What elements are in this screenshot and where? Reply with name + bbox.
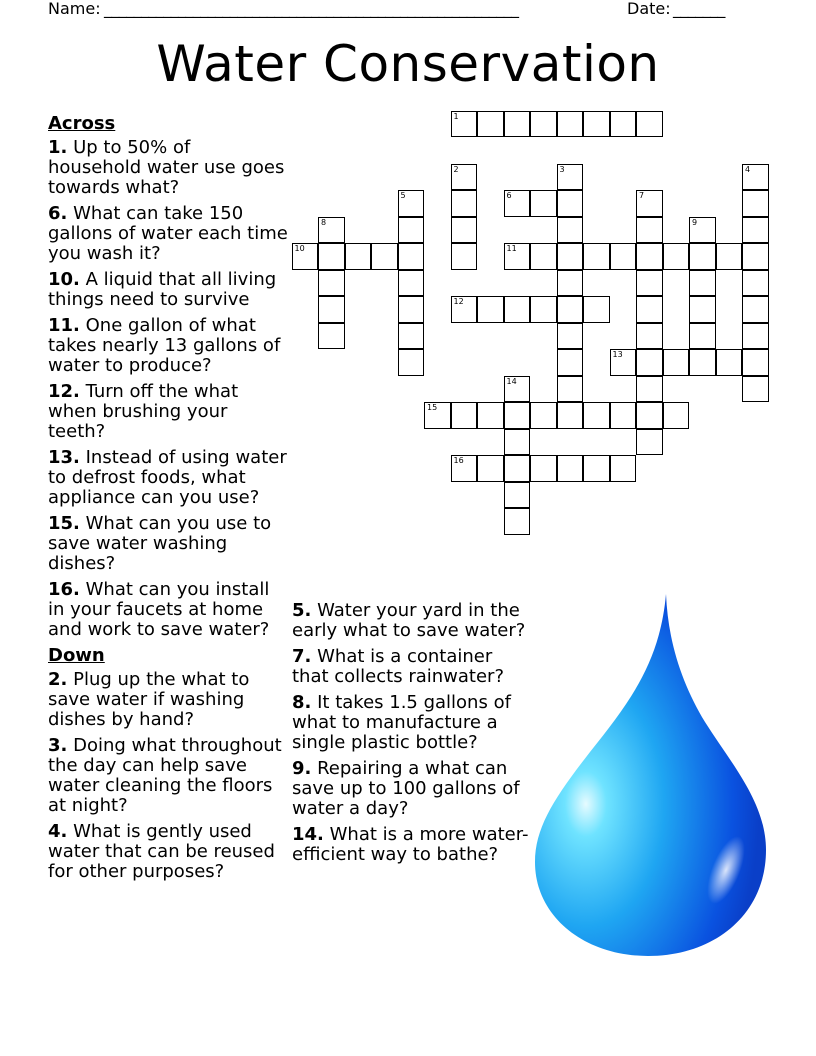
grid-cell[interactable] (530, 190, 557, 217)
clue-item (48, 514, 288, 574)
water-drop-icon (530, 592, 770, 958)
grid-cell[interactable] (583, 111, 610, 138)
grid-cell[interactable] (504, 376, 531, 403)
grid-cell[interactable] (477, 402, 504, 429)
clue-text: It takes 1.5 gallons of what to manufacture a single plastic bottle? (292, 692, 511, 753)
grid-number: 3 (559, 164, 565, 174)
down-heading: Down (48, 645, 105, 666)
grid-number: 10 (294, 244, 305, 253)
grid-cell[interactable] (345, 243, 372, 270)
clue-text: Plug up the what to save water if washing dishes by hand? (48, 669, 250, 730)
grid-cell[interactable] (583, 455, 610, 482)
grid-cell[interactable] (742, 349, 769, 376)
grid-number: 14 (506, 376, 517, 386)
clue-text: What can take 150 gallons of water each time you wash it? (48, 203, 288, 264)
grid-cell[interactable] (530, 243, 557, 270)
grid-cell[interactable] (451, 455, 478, 482)
grid-cell[interactable] (557, 190, 584, 217)
grid-cell[interactable] (636, 323, 663, 350)
grid-cell[interactable] (477, 111, 504, 138)
grid-cell[interactable] (557, 455, 584, 482)
grid-number: 16 (453, 456, 464, 465)
clue-item (48, 670, 288, 730)
grid-cell[interactable] (636, 217, 663, 244)
grid-cell[interactable] (610, 455, 637, 482)
grid-cell[interactable] (742, 270, 769, 297)
grid-cell[interactable] (716, 243, 743, 270)
grid-number: 11 (506, 244, 517, 253)
grid-cell[interactable] (504, 508, 531, 535)
grid-cell[interactable] (583, 402, 610, 429)
grid-cell[interactable] (318, 243, 345, 270)
grid-cell[interactable] (451, 111, 478, 138)
header (48, 0, 748, 22)
grid-cell[interactable] (398, 190, 425, 217)
grid-cell[interactable] (663, 349, 690, 376)
clue-text: Up to 50% of household water use goes towards what? (48, 137, 285, 198)
clue-number: 7. (292, 646, 312, 667)
clue-number: 15. (48, 513, 80, 534)
grid-cell[interactable] (398, 217, 425, 244)
grid-cell[interactable] (716, 349, 743, 376)
down-list-col1 (48, 670, 288, 882)
clue-item (48, 382, 288, 442)
grid-cell[interactable] (557, 349, 584, 376)
grid-cell[interactable] (610, 349, 637, 376)
grid-cell[interactable] (583, 296, 610, 323)
grid-cell[interactable] (398, 323, 425, 350)
grid-cell[interactable] (610, 243, 637, 270)
grid-number: 8 (321, 217, 327, 227)
clue-item (292, 693, 530, 753)
grid-cell[interactable] (663, 402, 690, 429)
grid-cell[interactable] (689, 270, 716, 297)
grid-cell[interactable] (557, 296, 584, 323)
grid-cell[interactable] (530, 296, 557, 323)
clue-number: 8. (292, 692, 312, 713)
grid-cell[interactable] (636, 402, 663, 429)
grid-cell[interactable] (504, 190, 531, 217)
clue-item (48, 138, 288, 198)
grid-cell[interactable] (742, 376, 769, 403)
grid-cell[interactable] (689, 296, 716, 323)
clue-item (292, 825, 530, 865)
grid-cell[interactable] (610, 402, 637, 429)
grid-cell[interactable] (689, 349, 716, 376)
grid-cell[interactable] (742, 296, 769, 323)
grid-number: 7 (639, 191, 645, 200)
grid-cell[interactable] (451, 190, 478, 217)
grid-cell[interactable] (398, 270, 425, 297)
grid-cell[interactable] (663, 243, 690, 270)
grid-cell[interactable] (742, 243, 769, 270)
clue-number: 5. (292, 600, 312, 621)
clue-item (48, 822, 288, 882)
down-clues-col2 (292, 601, 530, 871)
grid-cell[interactable] (292, 243, 319, 270)
clue-item (48, 736, 288, 816)
clue-text: What is gently used water that can be reused for other purposes? (48, 821, 275, 882)
grid-cell[interactable] (504, 296, 531, 323)
clue-text: A liquid that all living things need to survive (48, 269, 277, 310)
grid-cell[interactable] (504, 402, 531, 429)
clue-text: One gallon of what takes nearly 13 gallons of water to produce? (48, 315, 281, 376)
grid-cell[interactable] (451, 217, 478, 244)
grid-cell[interactable] (557, 111, 584, 138)
clue-text: What can you install in your faucets at home and work to save water? (48, 579, 270, 640)
grid-number: 6 (506, 191, 512, 200)
grid-cell[interactable] (557, 243, 584, 270)
grid-cell[interactable] (504, 243, 531, 270)
clue-number: 16. (48, 579, 80, 600)
grid-number: 4 (745, 164, 751, 174)
down-list-col2 (292, 601, 530, 865)
grid-cell[interactable] (477, 296, 504, 323)
date-label: Date: (627, 0, 671, 18)
clue-number: 13. (48, 447, 80, 468)
grid-cell[interactable] (636, 270, 663, 297)
grid-cell[interactable] (451, 164, 478, 191)
grid-cell[interactable] (689, 243, 716, 270)
grid-cell[interactable] (530, 402, 557, 429)
clue-number: 4. (48, 821, 68, 842)
grid-cell[interactable] (557, 217, 584, 244)
clue-number: 2. (48, 669, 68, 690)
grid-cell[interactable] (318, 270, 345, 297)
clue-item (48, 270, 288, 310)
grid-number: 15 (427, 403, 438, 412)
grid-cell[interactable] (371, 243, 398, 270)
grid-cell[interactable] (318, 296, 345, 323)
clue-item (48, 316, 288, 376)
grid-cell[interactable] (742, 164, 769, 191)
grid-cell[interactable] (742, 217, 769, 244)
grid-cell[interactable] (742, 323, 769, 350)
grid-cell[interactable] (424, 402, 451, 429)
clue-number: 12. (48, 381, 80, 402)
clue-number: 11. (48, 315, 80, 336)
grid-cell[interactable] (636, 376, 663, 403)
across-heading: Across (48, 113, 116, 134)
grid-number: 13 (612, 350, 623, 359)
grid-cell[interactable] (398, 296, 425, 323)
grid-cell[interactable] (636, 243, 663, 270)
grid-cell[interactable] (557, 164, 584, 191)
grid-cell[interactable] (504, 455, 531, 482)
grid-cell[interactable] (504, 111, 531, 138)
grid-cell[interactable] (451, 296, 478, 323)
clue-text: Repairing a what can save up to 100 gallons of water a day? (292, 758, 520, 819)
grid-number: 9 (692, 217, 698, 227)
grid-cell[interactable] (636, 296, 663, 323)
grid-cell[interactable] (451, 402, 478, 429)
clue-text: Doing what throughout the day can help save water cleaning the floors at night? (48, 735, 282, 816)
clue-item (292, 647, 530, 687)
grid-cell[interactable] (530, 111, 557, 138)
across-clues (48, 114, 288, 888)
grid-cell[interactable] (583, 243, 610, 270)
date-line: _______ (673, 0, 725, 18)
grid-cell[interactable] (636, 111, 663, 138)
grid-cell[interactable] (636, 429, 663, 456)
grid-cell[interactable] (689, 217, 716, 244)
grid-cell[interactable] (636, 190, 663, 217)
grid-number: 12 (453, 297, 464, 306)
clue-item (48, 448, 288, 508)
clue-number: 1. (48, 137, 68, 158)
grid-cell[interactable] (504, 482, 531, 509)
clue-text: Instead of using water to defrost foods, what appliance can you use? (48, 447, 287, 508)
grid-cell[interactable] (398, 243, 425, 270)
grid-cell[interactable] (398, 349, 425, 376)
clue-text: What is a container that collects rainwater? (292, 646, 504, 687)
clue-number: 14. (292, 824, 324, 845)
across-list (48, 138, 288, 640)
grid-cell[interactable] (504, 429, 531, 456)
clue-text: What is a more water-efficient way to bathe? (292, 824, 529, 865)
grid-number: 1 (453, 111, 459, 121)
clue-item (292, 759, 530, 819)
clue-item (292, 601, 530, 641)
clue-number: 10. (48, 269, 80, 290)
clue-number: 3. (48, 735, 68, 756)
grid-cell[interactable] (557, 270, 584, 297)
clue-item (48, 204, 288, 264)
grid-cell[interactable] (557, 323, 584, 350)
grid-cell[interactable] (477, 455, 504, 482)
grid-cell[interactable] (451, 243, 478, 270)
clue-text: Turn off the what when brushing your teeth? (48, 381, 239, 442)
clue-text: Water your yard in the early what to save water? (292, 600, 526, 641)
page-title: Water Conservation (156, 35, 660, 93)
grid-number: 2 (453, 164, 459, 174)
grid-cell[interactable] (557, 402, 584, 429)
grid-cell[interactable] (742, 190, 769, 217)
clue-number: 6. (48, 203, 68, 224)
grid-cell[interactable] (610, 111, 637, 138)
grid-cell[interactable] (636, 349, 663, 376)
grid-cell[interactable] (318, 217, 345, 244)
name-line: ________________________________________________________ (104, 0, 519, 18)
name-label: Name: (48, 0, 101, 18)
grid-cell[interactable] (557, 376, 584, 403)
clue-item (48, 580, 288, 640)
grid-cell[interactable] (689, 323, 716, 350)
clue-text: What can you use to save water washing dishes? (48, 513, 272, 574)
grid-number: 5 (400, 191, 406, 200)
grid-cell[interactable] (318, 323, 345, 350)
grid-cell[interactable] (530, 455, 557, 482)
clue-number: 9. (292, 758, 312, 779)
